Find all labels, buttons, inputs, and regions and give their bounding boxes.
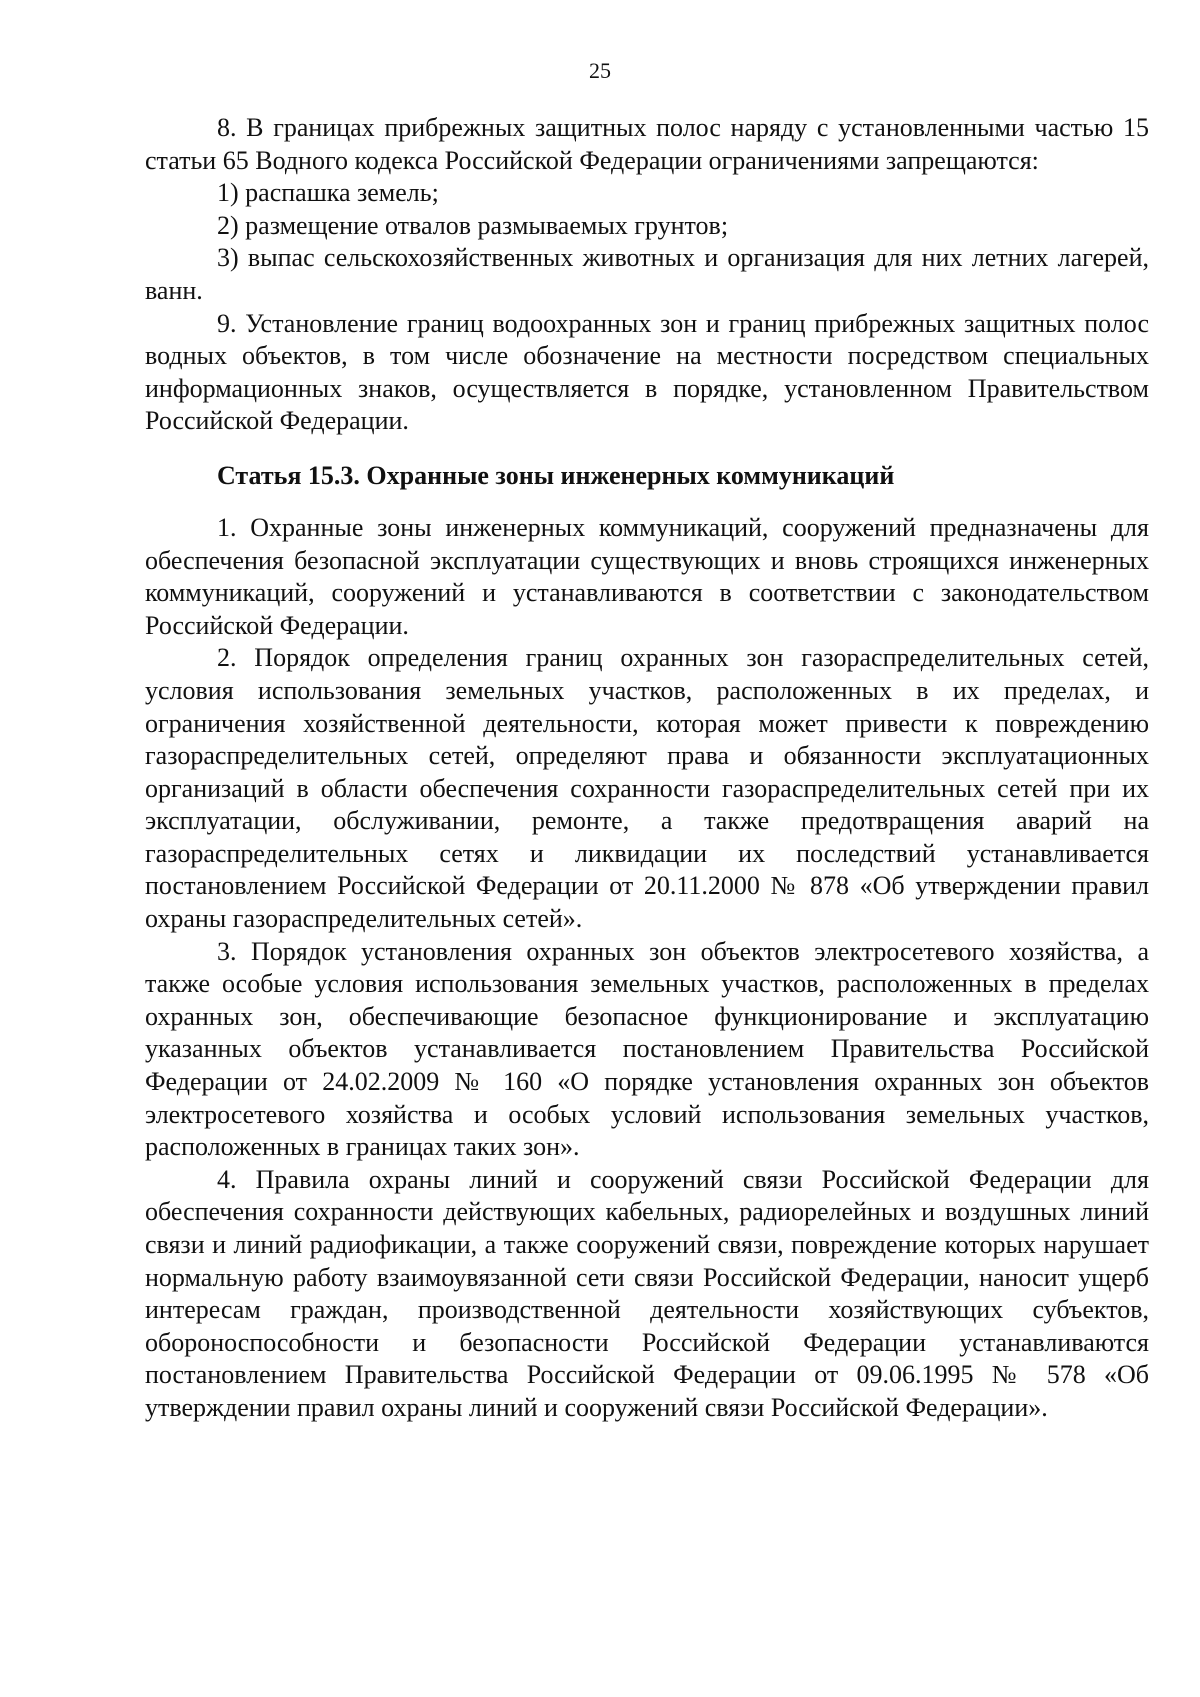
list-item: 2) размещение отвалов размываемых грунтов; — [217, 210, 729, 240]
list-item: 3) выпас сельскохозяйственных животных и организация для них летних лагерей, ванн. — [145, 243, 1149, 305]
document-body — [145, 112, 1149, 1425]
paragraph-8: 8. В границах прибрежных защитных полос наряду с установленными частью 15 статьи 65 Водного кодекса Российской Федерации ограничениями запрещаются: — [145, 113, 1149, 175]
list-item: 1) распашка земель; — [217, 178, 439, 208]
paragraph-9: 9. Установление границ водоохранных зон и границ прибрежных защитных полос водных объектов, в том числе обозначение на местности посредством специальных информационных знаков, осуществляется в порядке, установленном Правительством Российской Федерации. — [145, 308, 1149, 436]
article-paragraph-4: 4. Правила охраны линий и сооружений связи Российской Федерации для обеспечения сохранности действующих кабельных, радиорелейных и воздушных линий связи и линий радиофикации, а также сооружений связи, повреждение которых нарушает нормальную работу взаимоувязанной сети связи Российской Федерации, наносит ущерб интересам граждан, производственной деятельности хозяйствующих субъектов, обороноспособности и безопасности Российской Федерации устанавливаются постановлением Правительства Российской Федерации от 09.06.1995 № 578 «Об утверждении правил охраны линий и сооружений связи Российской Федерации». — [145, 1164, 1149, 1422]
article-paragraph-3: 3. Порядок установления охранных зон объектов электросетевого хозяйства, а также особые условия использования земельных участков, расположенных в пределах охранных зон, обеспечивающие безопасное функционирование и эксплуатацию указанных объектов устанавливается постановлением Правительства Российской Федерации от 24.02.2009 № 160 «О порядке установления охранных зон объектов электросетевого хозяйства и особых условий использования земельных участков, расположенных в границах таких зон». — [145, 936, 1149, 1162]
article-paragraph-1: 1. Охранные зоны инженерных коммуникаций, сооружений предназначены для обеспечения безопасной эксплуатации существующих и вновь строящихся инженерных коммуникаций, сооружений и устанавливаются в соответствии с законодательством Российской Федерации. — [145, 512, 1149, 640]
article-paragraph-2: 2. Порядок определения границ охранных зон газораспределительных сетей, условия использования земельных участков, расположенных в их пределах, и ограничения хозяйственной деятельности, которая может привести к повреждению газораспределительных сетей, определяют права и обязанности эксплуатационных организаций в области обеспечения сохранности газораспределительных сетей при их эксплуатации, обслуживании, ремонте, а также предотвращения аварий на газораспределительных сетях и ликвидации их последствий устанавливается постановлением Российской Федерации от 20.11.2000 № 878 «Об утверждении правил охраны газораспределительных сетей». — [145, 643, 1149, 934]
article-heading: Статья 15.3. Охранные зоны инженерных коммуникаций — [217, 460, 895, 490]
page-number: 25 — [589, 58, 611, 83]
